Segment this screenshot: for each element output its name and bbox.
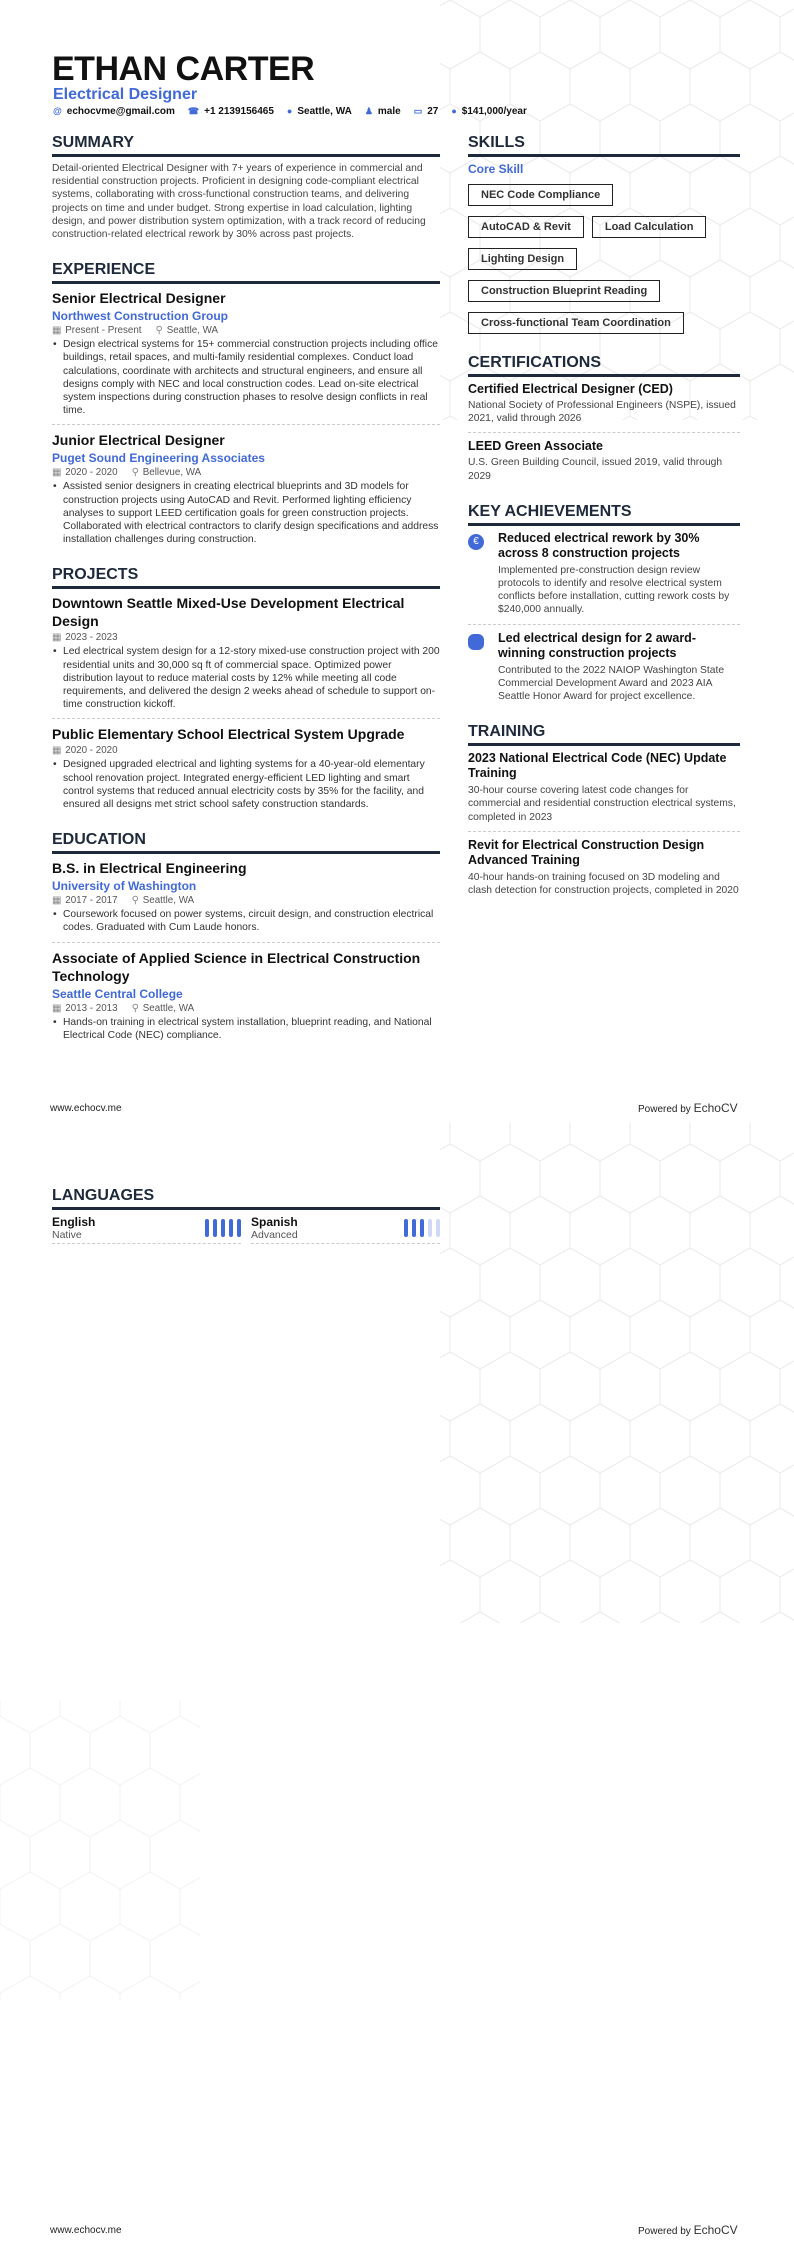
achievement-desc: Contributed to the 2022 NAIOP Washington State Commercial Development Award and 2023 AIA Seattle Honor Award for project excellence. xyxy=(498,664,725,703)
section-heading: PROJECTS xyxy=(52,566,440,589)
rating-bar xyxy=(436,1219,440,1237)
projects-section xyxy=(52,566,440,811)
item-org: Puget Sound Engineering Associates xyxy=(52,451,265,466)
footer-site-link[interactable]: www.echocv.me xyxy=(50,2225,122,2236)
section-heading: LANGUAGES xyxy=(52,1187,440,1210)
education-item xyxy=(52,859,440,934)
rating-bar xyxy=(420,1219,424,1237)
skill-tag: Construction Blueprint Reading xyxy=(468,280,660,302)
contact-salary: ● $141,000/year xyxy=(451,106,527,117)
footer-powered[interactable] xyxy=(638,1101,738,1115)
cert-title: LEED Green Associate xyxy=(468,439,604,454)
rating-bar xyxy=(428,1219,432,1237)
languages-section xyxy=(52,1187,440,1244)
calendar-icon: ▦ xyxy=(52,632,62,644)
item-dates: 2017 - 2017 xyxy=(65,895,118,907)
divider xyxy=(468,624,740,625)
powered-label: Powered by xyxy=(638,2226,691,2237)
achievement-title: Reduced electrical rework by 30% across 8 construction projects xyxy=(498,530,700,560)
experience-item xyxy=(52,431,440,546)
skill-group-label: Core Skill xyxy=(468,162,524,176)
skill-tag: Cross-functional Team Coordination xyxy=(468,312,684,334)
location-icon: ⚲ xyxy=(131,467,139,479)
language-name: Spanish xyxy=(251,1215,298,1229)
item-location: Seattle, WA xyxy=(142,1002,195,1014)
left-column xyxy=(52,134,440,1042)
calendar-icon: ▦ xyxy=(52,895,62,907)
cert-title: Certified Electrical Designer (CED) xyxy=(468,382,673,396)
training-desc: 40-hour hands-on training focused on 3D modeling and clash detection for construction projects, completed in 2020 xyxy=(468,871,739,897)
item-title: Associate of Applied Science in Electrical Construction Technology xyxy=(52,949,421,984)
person-icon: ♟ xyxy=(364,106,373,116)
cert-desc: National Society of Professional Engineers (NSPE), issued 2021, valid through 2026 xyxy=(468,400,736,425)
salary-icon: ● xyxy=(451,106,457,116)
language-level: Advanced xyxy=(251,1229,298,1241)
contact-gender: ♟ male xyxy=(364,106,401,117)
item-bullet: • Assisted senior designers in creating electrical blueprints and 3D models for construction projects using AutoCAD and Revit. Performed lighting efficiency analyses to support LEED certification goals for green construction projects. Collaborated with electrical contractors to clarify design specifications and address installation challenges during construction. xyxy=(52,480,440,546)
location-icon: ⚲ xyxy=(155,325,163,337)
footer-site-link[interactable]: www.echocv.me xyxy=(50,1103,122,1114)
location-icon: ⚲ xyxy=(131,1002,139,1014)
calendar-icon: ▦ xyxy=(52,467,62,479)
language-level: Native xyxy=(52,1229,82,1241)
item-title: B.S. in Electrical Engineering xyxy=(52,860,247,877)
item-title: Downtown Seattle Mixed-Use Development Electrical Design xyxy=(52,595,405,630)
divider xyxy=(468,831,740,832)
section-heading: SUMMARY xyxy=(52,134,440,157)
achievement-item xyxy=(468,631,740,704)
contact-email[interactable]: @ echocvme@gmail.com xyxy=(53,106,175,117)
brand-name: EchoCV xyxy=(693,1101,738,1115)
contact-location: ● Seattle, WA xyxy=(286,106,352,117)
education-section xyxy=(52,831,440,1042)
summary-section xyxy=(52,134,440,241)
section-heading: TRAINING xyxy=(468,723,740,746)
calendar-icon: ▦ xyxy=(52,325,62,337)
contact-age: ▭ 27 xyxy=(413,106,439,117)
calendar-icon: ▭ xyxy=(413,106,423,116)
skill-tag: AutoCAD & Revit xyxy=(468,216,584,238)
item-org: Northwest Construction Group xyxy=(52,309,228,324)
item-dates: Present - Present xyxy=(65,325,142,337)
rating-bar xyxy=(205,1219,209,1237)
language-rating xyxy=(404,1215,440,1241)
right-column xyxy=(468,134,740,897)
item-title: Junior Electrical Designer xyxy=(52,432,225,449)
item-title: Public Elementary School Electrical System Upgrade xyxy=(52,726,405,743)
section-heading: EDUCATION xyxy=(52,831,440,854)
item-title: Senior Electrical Designer xyxy=(52,290,226,307)
powered-label: Powered by xyxy=(638,1104,691,1115)
achievements-section xyxy=(468,503,740,703)
calendar-icon: ▦ xyxy=(52,1002,62,1014)
location-icon: ⚲ xyxy=(131,895,139,907)
candidate-name: ETHAN CARTER xyxy=(52,50,315,88)
rating-bar xyxy=(229,1219,233,1237)
language-name: English xyxy=(52,1215,96,1229)
job-title: Electrical Designer xyxy=(53,86,198,103)
training-section xyxy=(468,723,740,897)
divider xyxy=(52,718,440,719)
item-dates: 2020 - 2020 xyxy=(65,467,118,479)
divider xyxy=(52,424,440,425)
item-dates: 2023 - 2023 xyxy=(65,632,118,644)
achievement-desc: Implemented pre-construction design review protocols to identify and resolve electrical system conflicts before installation, cutting rework costs by $240,000 annually. xyxy=(498,564,730,616)
footer-powered[interactable] xyxy=(638,2223,738,2237)
item-org: University of Washington xyxy=(52,879,197,894)
language-item xyxy=(251,1215,440,1244)
section-heading: SKILLS xyxy=(468,134,740,157)
achievement-item xyxy=(468,531,740,617)
section-heading: KEY ACHIEVEMENTS xyxy=(468,503,740,526)
contact-phone[interactable]: ☎ +1 2139156465 xyxy=(187,106,274,117)
location-icon: ● xyxy=(286,106,293,116)
skills-section xyxy=(468,134,740,334)
phone-icon: ☎ xyxy=(187,106,200,116)
calendar-icon: ▦ xyxy=(52,745,62,757)
language-item xyxy=(52,1215,241,1244)
euro-icon: € xyxy=(468,534,484,550)
rating-bar xyxy=(404,1219,408,1237)
rating-bar xyxy=(213,1219,217,1237)
item-dates: 2020 - 2020 xyxy=(65,745,118,757)
item-bullet: • Coursework focused on power systems, circuit design, and construction electrical codes. Graduated with Cum Laude honors. xyxy=(52,908,440,934)
skill-tag: Lighting Design xyxy=(468,248,577,270)
cert-desc: U.S. Green Building Council, issued 2019, valid through 2029 xyxy=(468,457,723,482)
divider xyxy=(468,432,740,433)
training-desc: 30-hour course covering latest code changes for commercial and residential construction electrical systems, completed in 2023 xyxy=(468,785,736,823)
section-heading: CERTIFICATIONS xyxy=(468,354,740,377)
item-bullet: • Hands-on training in electrical system installation, blueprint reading, and National Electrical Code (NEC) compliance. xyxy=(52,1016,440,1042)
rating-bar xyxy=(412,1219,416,1237)
brand-name: EchoCV xyxy=(693,2223,738,2237)
contact-bar xyxy=(53,106,527,117)
training-title: Revit for Electrical Construction Design Advanced Training xyxy=(468,837,705,867)
project-item xyxy=(52,725,440,811)
item-bullet: • Designed upgraded electrical and lighting systems for a 40-year-old elementary school renovation project. Integrated energy-efficient LED lighting and smart control systems that reduced annual electricity costs by 35% for the facility, and ensured all designs met strict school safety construction standards. xyxy=(52,758,440,811)
item-bullet: • Led electrical system design for a 12-story mixed-use construction project with 200 residential units and 30,000 sq ft of commercial space. Optimized power distribution layout to reduce material costs by 12% while meeting all code requirements, and delivered the design 2 weeks ahead of schedule to support on-time construction kickoff. xyxy=(52,645,440,711)
training-title: 2023 National Electrical Code (NEC) Update Training xyxy=(468,751,727,781)
item-location: Bellevue, WA xyxy=(142,467,202,479)
item-location: Seattle, WA xyxy=(142,895,195,907)
project-item xyxy=(52,594,440,711)
item-org: Seattle Central College xyxy=(52,986,183,1001)
pin-icon xyxy=(468,634,484,650)
experience-item xyxy=(52,289,440,417)
language-rating xyxy=(205,1215,241,1241)
rating-bar xyxy=(221,1219,225,1237)
skill-tag: NEC Code Compliance xyxy=(468,184,613,206)
section-heading: EXPERIENCE xyxy=(52,261,440,284)
experience-section xyxy=(52,261,440,546)
education-item xyxy=(52,949,440,1042)
summary-text: Detail-oriented Electrical Designer with 7+ years of experience in commercial and residential construction projects. Proficient in designing code-compliant electrical systems, collaborating with cross-functional construction teams, and delivering projects on time and under budget. Strong expertise in load calculation, lighting design, and power distribution system optimization, with a track record of reducing construction-related electrical rework by 30% across past projects. xyxy=(52,163,426,241)
item-dates: 2013 - 2013 xyxy=(65,1002,118,1014)
item-bullet: • Design electrical systems for 15+ commercial construction projects including office buildings, retail spaces, and multi-family residential complexes. Conduct load calculations, coordinate with architects and structural engineers, and ensure all designs comply with NEC and local construction codes. Lead on-site electrical system inspections during construction phases to resolve design conflicts in real time. xyxy=(52,338,440,417)
divider xyxy=(52,942,440,943)
item-location: Seattle, WA xyxy=(166,325,219,337)
achievement-title: Led electrical design for 2 award-winning construction projects xyxy=(498,630,696,660)
skill-tag: Load Calculation xyxy=(592,216,707,238)
rating-bar xyxy=(237,1219,241,1237)
certifications-section xyxy=(468,354,740,483)
email-icon: @ xyxy=(53,106,62,116)
